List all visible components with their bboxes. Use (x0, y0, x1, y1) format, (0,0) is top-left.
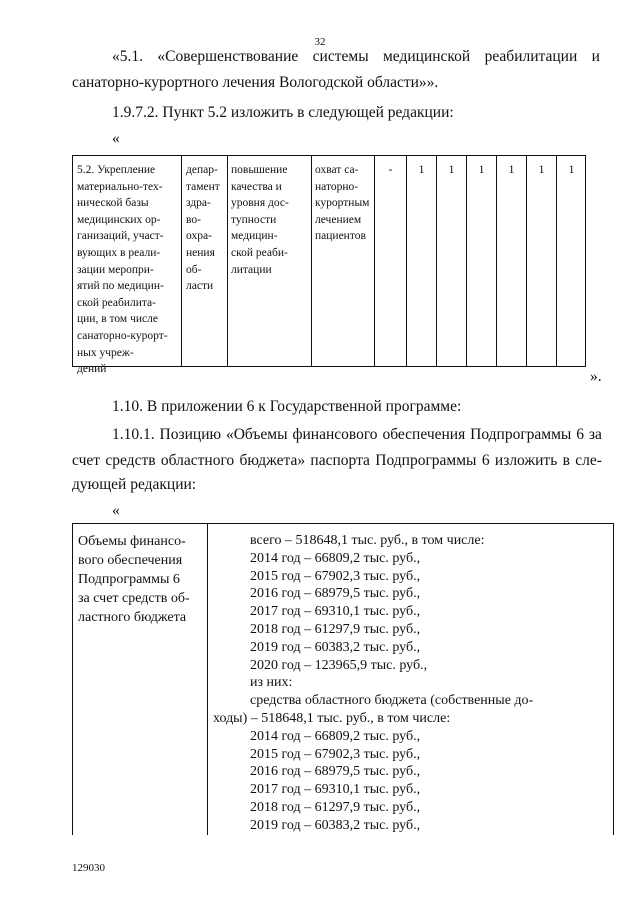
funding-line: 2015 год – 67902,3 тыс. руб., (250, 568, 421, 584)
page-number: 32 (314, 36, 326, 48)
item-1972: 1.9.7.2. Пункт 5.2 изложить в следующей редакции: (112, 104, 454, 121)
para-word: областного (160, 452, 235, 469)
item-1-10: 1.10. В приложении 6 к Государственной программе: (112, 398, 462, 415)
item-1-10-1-line2 (72, 450, 602, 472)
para-word: средств (105, 452, 156, 469)
para-word: паспорта (310, 452, 370, 469)
item-1-10-1-line1 (112, 424, 602, 446)
para-word: сле- (575, 452, 602, 469)
para-word: «Объемы (225, 426, 288, 443)
funding-line: 2016 год – 68979,5 тыс. руб., (250, 586, 421, 602)
para-word: финансового (292, 426, 378, 443)
indicator-cell: охват са- наторно- курортным лечением пациентов (315, 164, 370, 243)
year-mark: - (388, 162, 393, 176)
heading-word: «Совершенствование (157, 48, 299, 65)
para-word: изложить (494, 452, 558, 469)
para-word: обеспечения (382, 426, 466, 443)
para-word: 1.10.1. (112, 426, 155, 443)
footer-code: 129030 (72, 862, 105, 874)
para-word: Подпрограммы (375, 452, 477, 469)
open-quote-2: « (112, 502, 120, 519)
open-quote: « (112, 130, 120, 147)
heading-word: и (591, 48, 600, 65)
funding-table (72, 523, 614, 835)
funding-line: средства областного бюджета (собственные до- (250, 693, 534, 709)
heading-word: реабилитации (484, 48, 578, 65)
year-mark: 1 (448, 162, 455, 176)
funding-line: 2019 год – 60383,2 тыс. руб., (250, 639, 421, 655)
funding-line: 2014 год – 66809,2 тыс. руб., (250, 728, 421, 744)
goal-cell: повышение качества и уровня дос- тупности медицин- ской реаби- литации (231, 164, 289, 276)
funding-line: 2014 год – 66809,2 тыс. руб., (250, 550, 421, 566)
responsible-cell: депар- тамент здра- во- охра- нения об- ласти (186, 164, 220, 293)
heading-word: «5.1. (112, 48, 143, 65)
funding-line: ходы) – 518648,1 тыс. руб., в том числе: (213, 711, 451, 726)
funding-line: 2019 год – 60383,2 тыс. руб., (250, 817, 421, 833)
funding-line: 2020 год – 123965,9 тыс. руб., (250, 657, 428, 673)
year-mark: 1 (478, 162, 485, 176)
funding-label-cell: Объемы финансо- вого обеспечения Подпрограммы 6 за счет средств об- ластного бюджета (78, 534, 190, 625)
para-word: 6 (576, 426, 584, 443)
section-heading-line1 (112, 46, 600, 68)
funding-line: всего – 518648,1 тыс. руб., в том числе: (250, 533, 485, 548)
year-mark: 1 (538, 162, 545, 176)
heading-word: системы (312, 48, 369, 65)
measure-name-cell: 5.2. Укрепление материально-тех- нической базы медицинских ор- ганизаций, участ- вующих в реали- зации меропри- ятий по медицин- ской реабилита- ции, в том числе санаторно-курорт- ных учреж- дений (77, 164, 168, 376)
para-word: счет (72, 452, 101, 469)
para-word: Подпрограммы (470, 426, 572, 443)
para-word: в (562, 452, 570, 469)
close-quote: ». (590, 368, 602, 385)
funding-line: 2015 год – 67902,3 тыс. руб., (250, 746, 421, 762)
para-word: бюджета» (239, 452, 306, 469)
funding-line: 2018 год – 61297,9 тыс. руб., (250, 800, 421, 815)
heading-word: медицинской (383, 48, 471, 65)
para-word: 6 (481, 452, 490, 469)
item-1-10-1-line3: дующей редакции: (72, 476, 197, 493)
funding-line: 2017 год – 69310,1 тыс. руб., (250, 604, 421, 620)
year-mark: 1 (418, 162, 425, 176)
year-mark: 1 (508, 162, 515, 176)
program-table-row-5-2 (72, 155, 586, 376)
para-word: Позицию (159, 426, 222, 443)
funding-line: 2016 год – 68979,5 тыс. руб., (250, 764, 421, 780)
funding-line: из них: (250, 675, 293, 691)
year-mark: 1 (568, 162, 575, 176)
section-heading-line2: санаторно-курортного лечения Вологодской области»». (72, 74, 439, 91)
funding-line: 2017 год – 69310,1 тыс. руб., (250, 782, 421, 798)
para-word: за (588, 426, 602, 443)
funding-line: 2018 год – 61297,9 тыс. руб., (250, 622, 421, 637)
